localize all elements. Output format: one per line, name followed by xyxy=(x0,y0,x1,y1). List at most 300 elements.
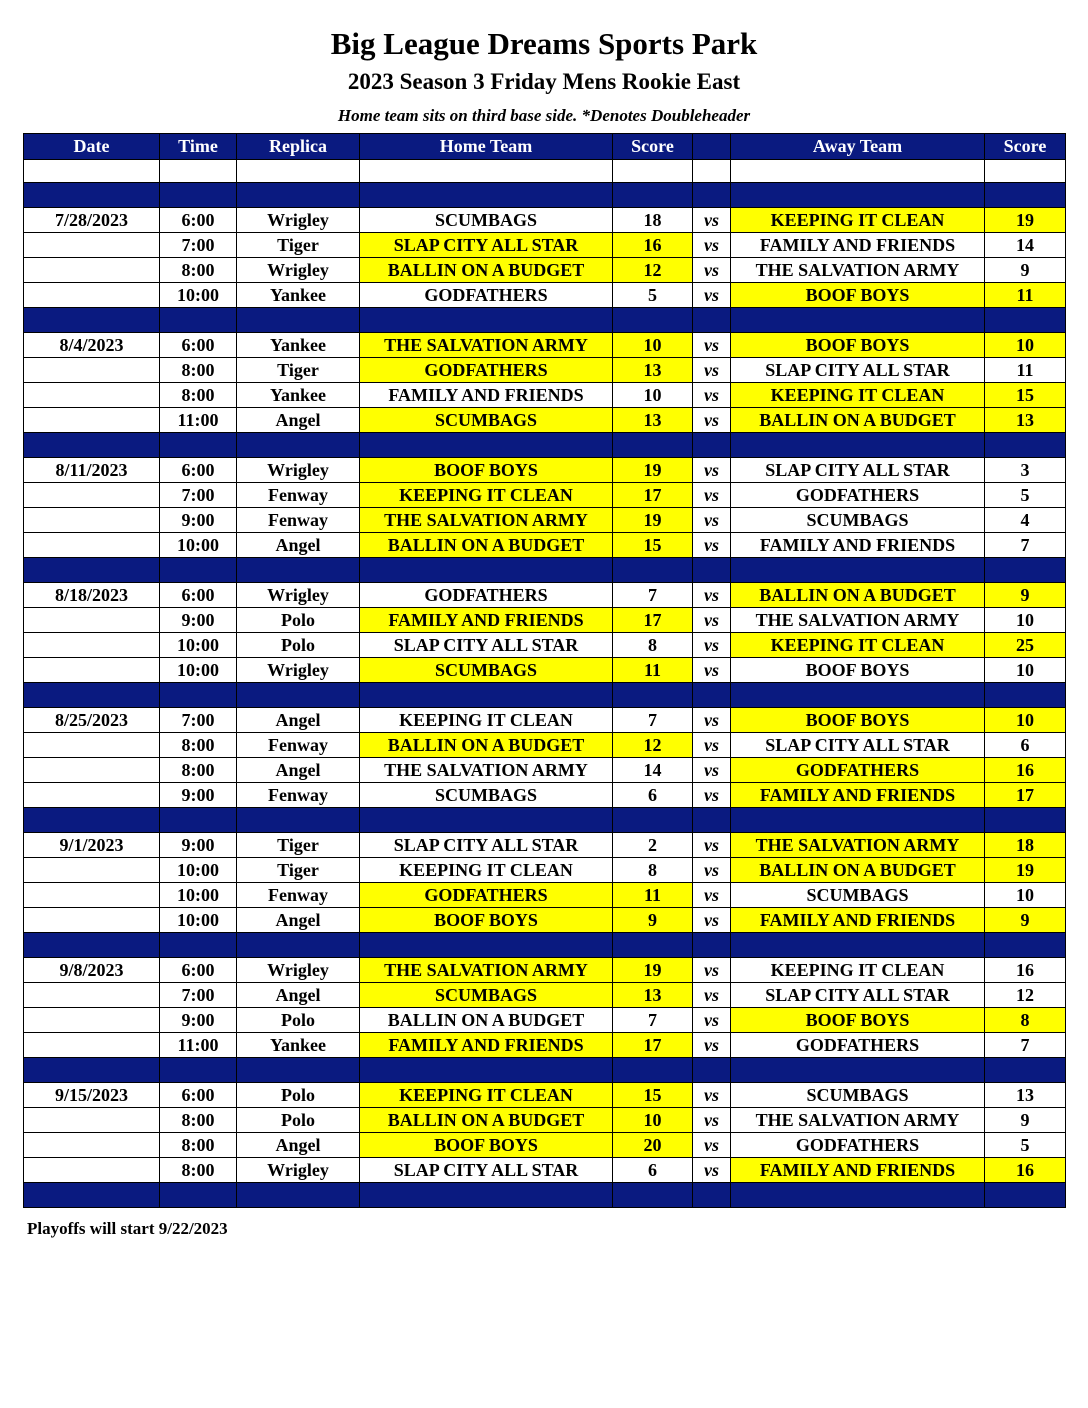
vs-label: vs xyxy=(693,858,731,883)
game-time: 6:00 xyxy=(160,1083,237,1108)
week-separator xyxy=(24,1058,1066,1083)
home-score: 11 xyxy=(613,658,693,683)
game-row xyxy=(24,1083,1066,1108)
week-separator-cell xyxy=(237,183,360,208)
vs-label: vs xyxy=(693,658,731,683)
game-replica: Angel xyxy=(237,758,360,783)
game-replica: Angel xyxy=(237,533,360,558)
away-team: KEEPING IT CLEAN xyxy=(731,633,985,658)
home-score: 6 xyxy=(613,783,693,808)
away-score: 17 xyxy=(985,783,1066,808)
week-separator-cell xyxy=(985,808,1066,833)
home-team: BOOF BOYS xyxy=(360,458,613,483)
game-time: 11:00 xyxy=(160,1033,237,1058)
game-replica: Angel xyxy=(237,908,360,933)
vs-label: vs xyxy=(693,1108,731,1133)
home-score: 12 xyxy=(613,733,693,758)
home-score: 13 xyxy=(613,358,693,383)
week-separator-cell xyxy=(160,183,237,208)
home-score: 2 xyxy=(613,833,693,858)
vs-label: vs xyxy=(693,758,731,783)
week-separator xyxy=(24,683,1066,708)
vs-label: vs xyxy=(693,633,731,658)
game-row xyxy=(24,408,1066,433)
home-team: FAMILY AND FRIENDS xyxy=(360,608,613,633)
week-separator-cell xyxy=(731,933,985,958)
game-replica: Tiger xyxy=(237,358,360,383)
home-score: 18 xyxy=(613,208,693,233)
week-separator-cell xyxy=(237,808,360,833)
week-separator-cell xyxy=(985,1058,1066,1083)
home-team: SCUMBAGS xyxy=(360,408,613,433)
home-team: KEEPING IT CLEAN xyxy=(360,1083,613,1108)
game-replica: Polo xyxy=(237,608,360,633)
home-score: 10 xyxy=(613,1108,693,1133)
away-score: 16 xyxy=(985,1158,1066,1183)
away-score: 7 xyxy=(985,1033,1066,1058)
away-team: BALLIN ON A BUDGET xyxy=(731,408,985,433)
home-score: 19 xyxy=(613,508,693,533)
home-score: 16 xyxy=(613,233,693,258)
game-date xyxy=(24,758,160,783)
home-score: 7 xyxy=(613,708,693,733)
game-date xyxy=(24,983,160,1008)
away-team: KEEPING IT CLEAN xyxy=(731,383,985,408)
game-row xyxy=(24,783,1066,808)
home-team: THE SALVATION ARMY xyxy=(360,758,613,783)
game-date xyxy=(24,1008,160,1033)
game-date: 8/11/2023 xyxy=(24,458,160,483)
away-team: BOOF BOYS xyxy=(731,333,985,358)
game-row xyxy=(24,908,1066,933)
away-score: 25 xyxy=(985,633,1066,658)
home-score: 8 xyxy=(613,633,693,658)
game-time: 8:00 xyxy=(160,358,237,383)
blank-row-cell xyxy=(985,160,1066,183)
away-score: 16 xyxy=(985,758,1066,783)
game-time: 9:00 xyxy=(160,833,237,858)
schedule-note: Home team sits on third base side. *Denotes Doubleheader xyxy=(337,106,751,125)
column-header-time: Time xyxy=(160,134,237,160)
game-replica: Polo xyxy=(237,633,360,658)
game-date xyxy=(24,483,160,508)
game-row xyxy=(24,258,1066,283)
vs-label: vs xyxy=(693,358,731,383)
game-replica: Wrigley xyxy=(237,458,360,483)
game-date: 8/4/2023 xyxy=(24,333,160,358)
week-separator-cell xyxy=(24,1058,160,1083)
game-date xyxy=(24,258,160,283)
home-team: FAMILY AND FRIENDS xyxy=(360,1033,613,1058)
game-replica: Polo xyxy=(237,1083,360,1108)
blank-row xyxy=(24,160,1066,183)
game-replica: Wrigley xyxy=(237,658,360,683)
vs-label: vs xyxy=(693,833,731,858)
header-row xyxy=(24,134,1066,160)
vs-label: vs xyxy=(693,1133,731,1158)
week-separator-cell xyxy=(985,1183,1066,1208)
week-separator-cell xyxy=(731,183,985,208)
game-time: 9:00 xyxy=(160,783,237,808)
column-header-date: Date xyxy=(24,134,160,160)
week-separator-cell xyxy=(693,808,731,833)
game-time: 8:00 xyxy=(160,1108,237,1133)
away-score: 10 xyxy=(985,608,1066,633)
week-separator-cell xyxy=(237,558,360,583)
week-separator-cell xyxy=(160,308,237,333)
game-replica: Angel xyxy=(237,983,360,1008)
game-row xyxy=(24,533,1066,558)
home-team: BALLIN ON A BUDGET xyxy=(360,258,613,283)
game-replica: Tiger xyxy=(237,833,360,858)
vs-label: vs xyxy=(693,258,731,283)
column-header-home-score: Score xyxy=(613,134,693,160)
game-row xyxy=(24,1108,1066,1133)
game-time: 6:00 xyxy=(160,958,237,983)
week-separator xyxy=(24,308,1066,333)
vs-label: vs xyxy=(693,508,731,533)
vs-label: vs xyxy=(693,783,731,808)
game-date: 9/15/2023 xyxy=(24,1083,160,1108)
playoffs-note: Playoffs will start 9/22/2023 xyxy=(27,1219,228,1238)
week-separator-cell xyxy=(24,1183,160,1208)
game-date: 7/28/2023 xyxy=(24,208,160,233)
week-separator-cell xyxy=(731,808,985,833)
game-date xyxy=(24,508,160,533)
game-replica: Angel xyxy=(237,708,360,733)
game-date xyxy=(24,283,160,308)
week-separator xyxy=(24,558,1066,583)
week-separator-cell xyxy=(360,433,613,458)
game-row xyxy=(24,883,1066,908)
game-replica: Fenway xyxy=(237,783,360,808)
home-team: BALLIN ON A BUDGET xyxy=(360,1008,613,1033)
column-header-away-team: Away Team xyxy=(731,134,985,160)
game-time: 6:00 xyxy=(160,208,237,233)
week-separator-cell xyxy=(360,933,613,958)
week-separator-cell xyxy=(160,558,237,583)
home-score: 10 xyxy=(613,333,693,358)
vs-label: vs xyxy=(693,883,731,908)
vs-label: vs xyxy=(693,333,731,358)
game-time: 9:00 xyxy=(160,508,237,533)
away-team: FAMILY AND FRIENDS xyxy=(731,908,985,933)
away-team: SCUMBAGS xyxy=(731,883,985,908)
week-separator xyxy=(24,1183,1066,1208)
game-replica: Wrigley xyxy=(237,583,360,608)
home-score: 12 xyxy=(613,258,693,283)
away-team: THE SALVATION ARMY xyxy=(731,608,985,633)
game-time: 7:00 xyxy=(160,233,237,258)
home-team: SLAP CITY ALL STAR xyxy=(360,633,613,658)
game-row xyxy=(24,733,1066,758)
away-score: 10 xyxy=(985,708,1066,733)
game-time: 10:00 xyxy=(160,283,237,308)
game-date xyxy=(24,533,160,558)
week-separator-cell xyxy=(237,1058,360,1083)
home-score: 14 xyxy=(613,758,693,783)
away-team: THE SALVATION ARMY xyxy=(731,258,985,283)
away-team: SLAP CITY ALL STAR xyxy=(731,983,985,1008)
home-score: 17 xyxy=(613,608,693,633)
blank-row-cell xyxy=(160,160,237,183)
home-score: 10 xyxy=(613,383,693,408)
week-separator-cell xyxy=(985,683,1066,708)
home-team: SLAP CITY ALL STAR xyxy=(360,1158,613,1183)
week-separator-cell xyxy=(237,433,360,458)
week-separator-cell xyxy=(237,933,360,958)
away-score: 8 xyxy=(985,1008,1066,1033)
away-score: 15 xyxy=(985,383,1066,408)
week-separator-cell xyxy=(731,683,985,708)
week-separator-cell xyxy=(985,433,1066,458)
week-separator-cell xyxy=(613,683,693,708)
home-team: THE SALVATION ARMY xyxy=(360,333,613,358)
blank-row-cell xyxy=(237,160,360,183)
game-time: 8:00 xyxy=(160,383,237,408)
week-separator-cell xyxy=(985,183,1066,208)
away-team: GODFATHERS xyxy=(731,483,985,508)
away-score: 11 xyxy=(985,283,1066,308)
vs-label: vs xyxy=(693,1158,731,1183)
vs-label: vs xyxy=(693,983,731,1008)
week-separator-cell xyxy=(360,308,613,333)
column-header-replica: Replica xyxy=(237,134,360,160)
vs-label: vs xyxy=(693,408,731,433)
away-score: 18 xyxy=(985,833,1066,858)
week-separator-cell xyxy=(731,558,985,583)
vs-label: vs xyxy=(693,233,731,258)
game-replica: Fenway xyxy=(237,483,360,508)
week-separator xyxy=(24,808,1066,833)
away-team: SCUMBAGS xyxy=(731,508,985,533)
home-team: KEEPING IT CLEAN xyxy=(360,708,613,733)
home-team: FAMILY AND FRIENDS xyxy=(360,383,613,408)
game-row xyxy=(24,1008,1066,1033)
game-replica: Fenway xyxy=(237,733,360,758)
game-row xyxy=(24,1033,1066,1058)
week-separator-cell xyxy=(693,1183,731,1208)
week-separator-cell xyxy=(360,1058,613,1083)
blank-row-cell xyxy=(360,160,613,183)
home-team: KEEPING IT CLEAN xyxy=(360,858,613,883)
week-separator-cell xyxy=(24,683,160,708)
game-replica: Yankee xyxy=(237,283,360,308)
week-separator-cell xyxy=(24,308,160,333)
away-team: FAMILY AND FRIENDS xyxy=(731,533,985,558)
week-separator-cell xyxy=(360,183,613,208)
home-team: BALLIN ON A BUDGET xyxy=(360,533,613,558)
game-replica: Wrigley xyxy=(237,1158,360,1183)
week-separator-cell xyxy=(731,433,985,458)
blank-row-cell xyxy=(24,160,160,183)
game-date: 8/18/2023 xyxy=(24,583,160,608)
home-score: 5 xyxy=(613,283,693,308)
home-score: 8 xyxy=(613,858,693,883)
week-separator-cell xyxy=(731,308,985,333)
home-score: 13 xyxy=(613,408,693,433)
vs-label: vs xyxy=(693,583,731,608)
game-time: 9:00 xyxy=(160,1008,237,1033)
game-date xyxy=(24,858,160,883)
week-separator-cell xyxy=(360,1183,613,1208)
home-team: KEEPING IT CLEAN xyxy=(360,483,613,508)
home-score: 6 xyxy=(613,1158,693,1183)
week-separator-cell xyxy=(693,558,731,583)
vs-label: vs xyxy=(693,1033,731,1058)
week-separator-cell xyxy=(613,1058,693,1083)
game-replica: Yankee xyxy=(237,333,360,358)
column-header-away-score: Score xyxy=(985,134,1066,160)
away-team: THE SALVATION ARMY xyxy=(731,833,985,858)
week-separator-cell xyxy=(160,1183,237,1208)
home-score: 17 xyxy=(613,483,693,508)
away-score: 14 xyxy=(985,233,1066,258)
game-date xyxy=(24,383,160,408)
vs-label: vs xyxy=(693,533,731,558)
away-team: FAMILY AND FRIENDS xyxy=(731,783,985,808)
week-separator-cell xyxy=(24,808,160,833)
home-score: 20 xyxy=(613,1133,693,1158)
game-time: 7:00 xyxy=(160,708,237,733)
schedule-body xyxy=(24,160,1066,1208)
away-team: BOOF BOYS xyxy=(731,1008,985,1033)
game-row xyxy=(24,358,1066,383)
schedule-table xyxy=(23,133,1066,1208)
week-separator-cell xyxy=(24,933,160,958)
away-score: 11 xyxy=(985,358,1066,383)
home-team: SCUMBAGS xyxy=(360,983,613,1008)
week-separator-cell xyxy=(693,433,731,458)
week-separator-cell xyxy=(360,683,613,708)
away-score: 12 xyxy=(985,983,1066,1008)
game-row xyxy=(24,708,1066,733)
away-team: SCUMBAGS xyxy=(731,1083,985,1108)
home-score: 15 xyxy=(613,533,693,558)
game-time: 7:00 xyxy=(160,483,237,508)
home-team: GODFATHERS xyxy=(360,358,613,383)
home-team: BOOF BOYS xyxy=(360,1133,613,1158)
home-team: SCUMBAGS xyxy=(360,783,613,808)
game-time: 6:00 xyxy=(160,333,237,358)
home-score: 11 xyxy=(613,883,693,908)
away-score: 13 xyxy=(985,1083,1066,1108)
week-separator-cell xyxy=(693,308,731,333)
game-time: 10:00 xyxy=(160,658,237,683)
game-row xyxy=(24,283,1066,308)
week-separator-cell xyxy=(24,558,160,583)
away-team: FAMILY AND FRIENDS xyxy=(731,1158,985,1183)
game-row xyxy=(24,758,1066,783)
game-date xyxy=(24,1158,160,1183)
game-date xyxy=(24,233,160,258)
home-team: SLAP CITY ALL STAR xyxy=(360,233,613,258)
away-score: 9 xyxy=(985,583,1066,608)
week-separator-cell xyxy=(160,683,237,708)
game-date xyxy=(24,908,160,933)
away-score: 4 xyxy=(985,508,1066,533)
game-row xyxy=(24,233,1066,258)
game-time: 10:00 xyxy=(160,533,237,558)
game-time: 8:00 xyxy=(160,758,237,783)
home-team: GODFATHERS xyxy=(360,583,613,608)
away-score: 13 xyxy=(985,408,1066,433)
game-replica: Yankee xyxy=(237,383,360,408)
home-score: 15 xyxy=(613,1083,693,1108)
home-score: 19 xyxy=(613,458,693,483)
week-separator-cell xyxy=(613,558,693,583)
week-separator xyxy=(24,183,1066,208)
vs-label: vs xyxy=(693,708,731,733)
away-team: GODFATHERS xyxy=(731,758,985,783)
vs-label: vs xyxy=(693,1083,731,1108)
game-row xyxy=(24,508,1066,533)
week-separator-cell xyxy=(693,683,731,708)
away-team: SLAP CITY ALL STAR xyxy=(731,358,985,383)
blank-row-cell xyxy=(731,160,985,183)
away-score: 10 xyxy=(985,658,1066,683)
home-team: BALLIN ON A BUDGET xyxy=(360,1108,613,1133)
home-score: 9 xyxy=(613,908,693,933)
home-score: 13 xyxy=(613,983,693,1008)
game-time: 8:00 xyxy=(160,1133,237,1158)
away-team: BALLIN ON A BUDGET xyxy=(731,858,985,883)
game-time: 7:00 xyxy=(160,983,237,1008)
column-header-home-team: Home Team xyxy=(360,134,613,160)
away-score: 3 xyxy=(985,458,1066,483)
home-team: BOOF BOYS xyxy=(360,908,613,933)
game-date xyxy=(24,658,160,683)
week-separator-cell xyxy=(360,808,613,833)
game-date xyxy=(24,358,160,383)
away-score: 10 xyxy=(985,333,1066,358)
game-date xyxy=(24,608,160,633)
game-row xyxy=(24,833,1066,858)
game-replica: Wrigley xyxy=(237,258,360,283)
away-score: 19 xyxy=(985,858,1066,883)
home-team: GODFATHERS xyxy=(360,883,613,908)
game-date xyxy=(24,1033,160,1058)
game-row xyxy=(24,633,1066,658)
away-score: 9 xyxy=(985,258,1066,283)
game-date xyxy=(24,633,160,658)
game-date xyxy=(24,783,160,808)
away-team: KEEPING IT CLEAN xyxy=(731,958,985,983)
week-separator-cell xyxy=(613,433,693,458)
week-separator-cell xyxy=(160,933,237,958)
week-separator-cell xyxy=(160,1058,237,1083)
game-replica: Tiger xyxy=(237,233,360,258)
away-team: FAMILY AND FRIENDS xyxy=(731,233,985,258)
game-date xyxy=(24,1133,160,1158)
game-row xyxy=(24,333,1066,358)
game-date xyxy=(24,1108,160,1133)
week-separator-cell xyxy=(24,433,160,458)
week-separator-cell xyxy=(985,933,1066,958)
vs-label: vs xyxy=(693,733,731,758)
game-time: 8:00 xyxy=(160,733,237,758)
home-team: SLAP CITY ALL STAR xyxy=(360,833,613,858)
game-date xyxy=(24,733,160,758)
game-date xyxy=(24,408,160,433)
vs-label: vs xyxy=(693,483,731,508)
away-team: BOOF BOYS xyxy=(731,283,985,308)
game-row xyxy=(24,583,1066,608)
week-separator-cell xyxy=(985,558,1066,583)
game-replica: Polo xyxy=(237,1108,360,1133)
game-time: 10:00 xyxy=(160,883,237,908)
game-row xyxy=(24,958,1066,983)
